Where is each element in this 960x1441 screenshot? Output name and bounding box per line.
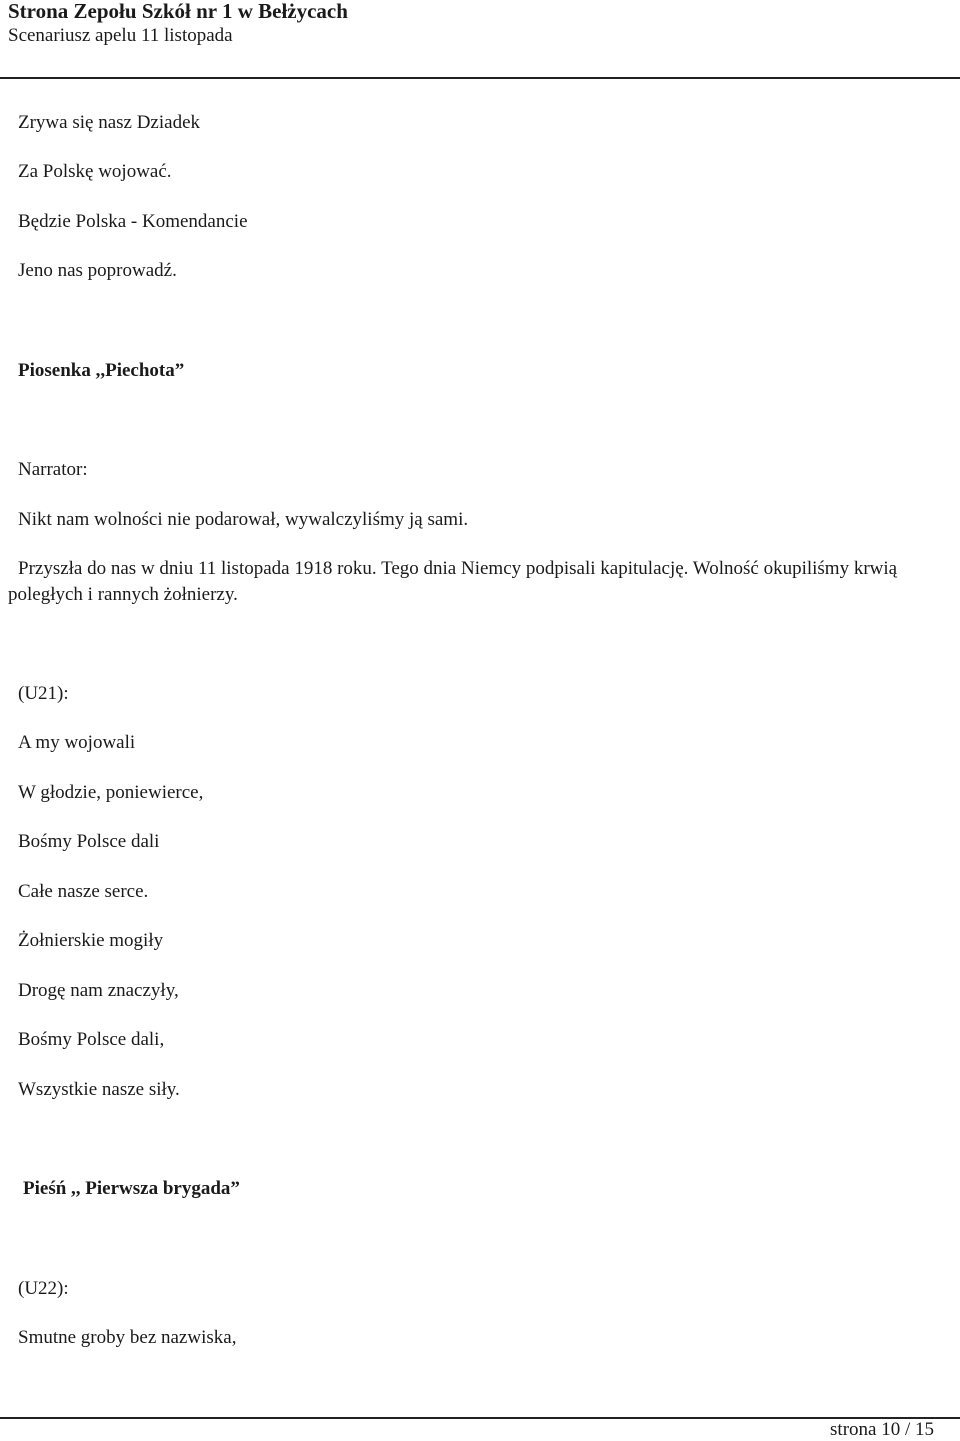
speaker-label: (U21):: [18, 683, 69, 704]
header-divider: [0, 77, 960, 79]
verse-line: Zrywa się nasz Dziadek: [18, 112, 201, 133]
verse-line: Wszystkie nasze siły.: [18, 1079, 180, 1100]
verse-line: Jeno nas poprowadź.: [18, 260, 177, 281]
narration-line: Przyszła do nas w dniu 11 listopada 1918 roku. Tego dnia Niemcy podpisali kapitulację. Wolność okupiliśmy krwią: [18, 558, 898, 579]
verse-line: Całe nasze serce.: [18, 881, 149, 902]
verse-line: W głodzie, poniewierce,: [18, 782, 204, 803]
verse-line: Za Polskę wojować.: [18, 161, 172, 182]
footer-divider: [0, 1417, 960, 1419]
verse-line: Będzie Polska - Komendancie: [18, 211, 248, 232]
verse-line: Drogę nam znaczyły,: [18, 980, 179, 1001]
speaker-label: Narrator:: [18, 459, 88, 480]
verse-line: Bośmy Polsce dali: [18, 831, 160, 852]
page-number: strona 10 / 15: [830, 1419, 934, 1440]
school-title: Strona Zepołu Szkół nr 1 w Bełżycach: [8, 0, 348, 23]
speaker-label: (U22):: [18, 1278, 69, 1299]
song-title: Pieśń ,, Pierwsza brygada”: [23, 1178, 240, 1199]
narration-line: Nikt nam wolności nie podarował, wywalczyliśmy ją sami.: [18, 509, 469, 530]
verse-line: A my wojowali: [18, 732, 136, 753]
verse-line: Żołnierskie mogiły: [18, 930, 164, 951]
verse-line: Smutne groby bez nazwiska,: [18, 1327, 237, 1348]
document-subtitle: Scenariusz apelu 11 listopada: [8, 25, 233, 46]
verse-line: Bośmy Polsce dali,: [18, 1029, 165, 1050]
narration-line: poległych i rannych żołnierzy.: [8, 584, 238, 605]
song-title: Piosenka ,,Piechota”: [18, 360, 185, 381]
